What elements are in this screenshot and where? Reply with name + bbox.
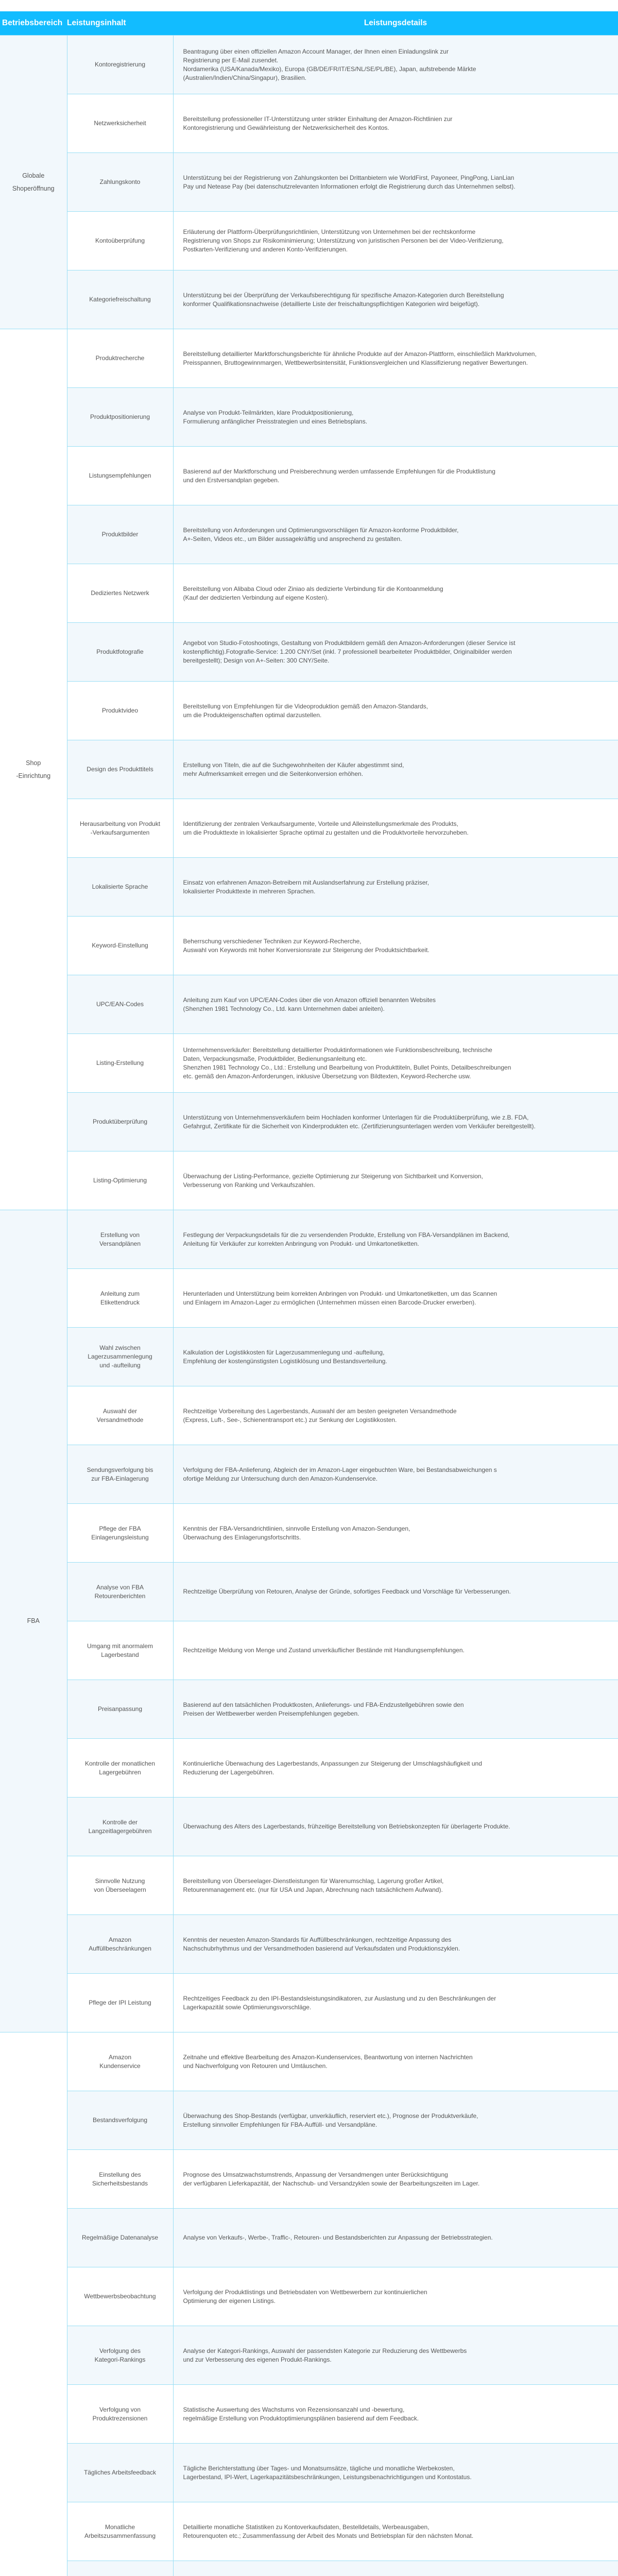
service-item-name: Sinnvolle Nutzung von Überseelagern	[94, 1877, 146, 1893]
service-item-cell	[67, 623, 173, 682]
service-detail: Einsatz von erfahrenen Amazon-Betreibern mit Auslandserfahrung zur Erstellung präziser, lokalisierter Produkttexte in mehreren Sprachen.	[173, 858, 618, 917]
service-detail: Unternehmensverkäufer: Bereitstellung detaillierter Produktinformationen wie Funktionsbeschreibung, technische Daten, Verpackungsmaße, Produktbilder, Bedienungsanleitung etc. Shenzhen 1981 Technology Co., Ltd.: Erstellung und Bearbeitung von Produkttiteln, Bullet Points, Detailbeschreibungen etc. gemäß den Amazon-Anforderungen, inklusive Übersetzung von Bildtexten, Keyword-Recherche usw.	[173, 1034, 618, 1093]
service-table	[0, 11, 618, 2576]
service-item-cell	[67, 505, 173, 564]
service-item-name: Pflege der IPI Leistung	[89, 1999, 151, 2006]
table-row	[0, 388, 618, 447]
service-item-cell	[67, 2502, 173, 2561]
table-row	[0, 799, 618, 858]
service-item-cell	[67, 2267, 173, 2326]
service-item-cell	[67, 1856, 173, 1915]
service-detail: Überwachung des Shop-Bestands (verfügbar, unverkäuflich, reserviert etc.), Prognose der Produktverkäufe, Erstellung sinnvoller Empfehlungen für FBA-Auffüll- und Versandpläne.	[173, 2091, 618, 2150]
service-item-name: UPC/EAN-Codes	[96, 1001, 144, 1008]
service-item-name: Wettbewerbsbeobachtung	[84, 2293, 156, 2300]
table-row	[0, 1504, 618, 1563]
table-row	[0, 1915, 618, 1974]
service-item-cell	[67, 740, 173, 799]
service-detail: Verfolgung der Produktlistings und Betriebsdaten von Wettbewerbern zur kontinuierlichen Optimierung der eigenen Listings.	[173, 2267, 618, 2326]
service-item-name: Herausarbeitung von Produkt -Verkaufsargumenten	[80, 820, 160, 836]
table-row	[0, 858, 618, 917]
service-detail: Anleitung zum Kauf von UPC/EAN-Codes über die von Amazon offiziell benannten Websites (Shenzhen 1981 Technology Co., Ltd. kann Unternehmen dabei anleiten).	[173, 975, 618, 1034]
service-item-cell	[67, 682, 173, 740]
table-row	[0, 329, 618, 388]
table-row	[0, 1269, 618, 1328]
service-item-cell	[67, 270, 173, 329]
service-item-cell	[67, 1328, 173, 1386]
table-row	[0, 1621, 618, 1680]
service-detail: Bereitstellung von Alibaba Cloud oder Ziniao als dedizierte Verbindung für die Kontoanmeldung (Kauf der dedizierten Verbindung auf eigene Kosten).	[173, 564, 618, 623]
service-item-name: Produktbilder	[102, 531, 139, 538]
table-row	[0, 564, 618, 623]
service-detail: Analyse von Verkaufs-, Werbe-, Traffic-, Retouren- und Bestandsberichten zur Anpassung der Betriebsstrategien.	[173, 2209, 618, 2267]
service-item-cell	[67, 799, 173, 858]
service-item-name: Anleitung zum Etikettendruck	[100, 1290, 140, 1306]
service-item-name: Design des Produkttitels	[87, 766, 153, 773]
table-header	[0, 11, 618, 36]
service-item-name: Sendungsverfolgung bis zur FBA-Einlagerung	[87, 1466, 153, 1482]
service-detail: Basierend auf den tatsächlichen Produktkosten, Anlieferungs- und FBA-Endzustellgebühren sowie den Preisen der Wettbewerber werden Preisempfehlungen gegeben.	[173, 1680, 618, 1739]
service-item-name: Keyword-Einstellung	[92, 942, 148, 949]
service-detail: Beantragung über einen offiziellen Amazon Account Manager, der Ihnen einen Einladungslink zur Registrierung per E-Mail zusendet. Nordamerika (USA/Kanada/Mexiko), Europa (GB/DE/FR/IT/ES/NL/SE/PL/BE), Japan, aufstrebende Märkte (Australien/Indien/China/Singapur), Brasilien.	[173, 36, 618, 94]
service-item-cell	[67, 975, 173, 1034]
table-row	[0, 2502, 618, 2561]
service-detail: Beherrschung verschiedener Techniken zur Keyword-Recherche, Auswahl von Keywords mit hoher Konversionsrate zur Steigerung der Produktsichtbarkeit.	[173, 917, 618, 975]
service-item-cell	[67, 2032, 173, 2091]
service-item-cell	[67, 36, 173, 94]
service-item-cell	[67, 1386, 173, 1445]
table-row	[0, 1328, 618, 1386]
service-item-name: Umgang mit anormalem Lagerbestand	[87, 1642, 153, 1658]
table-row	[0, 1386, 618, 1445]
service-detail: Herunterladen und Unterstützung beim korrekten Anbringen von Produkt- und Umkartonetiketten, um das Scannen und Einlagern im Amazon-Lager zu ermöglichen (Unternehmen müssen einen Barcode-Drucker erwerben).	[173, 1269, 618, 1328]
table-row	[0, 2385, 618, 2444]
service-item-name: Monatliche Arbeitszusammenfassung	[84, 2523, 156, 2539]
table-row	[0, 917, 618, 975]
table-row	[0, 1974, 618, 2032]
service-detail	[173, 2561, 618, 2576]
service-detail: Überwachung der Listing-Performance, gezielte Optimierung zur Steigerung von Sichtbarkeit und Konversion, Verbesserung von Ranking und Verkaufszahlen.	[173, 1151, 618, 1210]
service-detail: Analyse von Produkt-Teilmärkten, klare Produktpositionierung, Formulierung anfänglicher Preisstrategien und eines Betriebsplans.	[173, 388, 618, 447]
table-row	[0, 1739, 618, 1798]
service-detail: Tägliche Berichterstattung über Tages- und Monatsumsätze, tägliche und monatliche Werbekosten, Lagerbestand, IPI-Wert, Lagerkapazitätsbeschränkungen, Leistungsbenachrichtigungen und Kontostatus.	[173, 2444, 618, 2502]
group-name: Globale Shoperöffnung	[12, 172, 55, 192]
table-row	[0, 2267, 618, 2326]
service-item-cell	[67, 1621, 173, 1680]
service-detail: Bereitstellung von Überseelager-Dienstleistungen für Warenumschlag, Lagerung großer Artikel, Retourenmanagement etc. (nur für USA und Japan, Abrechnung nach tatsächlichem Aufwand).	[173, 1856, 618, 1915]
table-row	[0, 1563, 618, 1621]
service-item-cell	[67, 1915, 173, 1974]
service-item-name: Produktrecherche	[96, 354, 145, 362]
service-item-cell	[67, 1680, 173, 1739]
service-item-name: Wahl zwischen Lagerzusammenlegung und -aufteilung	[88, 1344, 152, 1369]
table-row	[0, 212, 618, 270]
service-detail: Kalkulation der Logistikkosten für Lagerzusammenlegung und -aufteilung, Empfehlung der kostengünstigsten Logistiklösung und Bestandsverteilung.	[173, 1328, 618, 1386]
service-detail: Unterstützung bei der Überprüfung der Verkaufsberechtigung für spezifische Amazon-Kategorien durch Bereitstellung konformer Qualifikationsnachweise (detaillierte Liste der freischaltungspflichtigen Kategorien wird beigefügt).	[173, 270, 618, 329]
service-item-name: Netzwerksicherheit	[94, 120, 146, 127]
table-row	[0, 1856, 618, 1915]
service-item-name: Listungsempfehlungen	[89, 472, 151, 479]
service-item-name: Kontoregistrierung	[95, 61, 145, 68]
service-item-name: Preisanpassung	[98, 1705, 142, 1713]
service-item-name: Amazon Kundenservice	[99, 2054, 140, 2070]
service-detail: Basierend auf der Marktforschung und Preisberechnung werden umfassende Empfehlungen für die Produktlistung und den Erstversandplan gegeben.	[173, 447, 618, 505]
service-item-cell	[67, 2150, 173, 2209]
service-detail: Bereitstellung von Empfehlungen für die Videoproduktion gemäß den Amazon-Standards, um die Produkteigenschaften optimal darzustellen.	[173, 682, 618, 740]
service-item-name: Amazon Auffüllbeschränkungen	[89, 1936, 151, 1952]
service-item-name: Listing-Optimierung	[93, 1177, 147, 1184]
service-item-cell	[67, 1210, 173, 1269]
group-cell	[0, 2032, 67, 2576]
service-item-cell	[67, 564, 173, 623]
service-detail: Rechtzeitiges Feedback zu den IPI-Bestandsleistungsindikatoren, zur Auslastung und zu den Beschränkungen der Lagerkapazität sowie Optimierungsvorschläge.	[173, 1974, 618, 2032]
service-detail: Kenntnis der FBA-Versandrichtlinien, sinnvolle Erstellung von Amazon-Sendungen, Überwachung des Einlagerungsfortschritts.	[173, 1504, 618, 1563]
service-item-name: Einstellung des Sicherheitsbestands	[92, 2171, 148, 2187]
service-item-name: Kontoüberprüfung	[95, 237, 145, 244]
service-item-cell	[67, 2561, 173, 2576]
service-detail: Rechtzeitige Überprüfung von Retouren, Analyse der Gründe, sofortiges Feedback und Vorschläge für Verbesserungen.	[173, 1563, 618, 1621]
service-detail: Unterstützung bei der Registrierung von Zahlungskonten bei Drittanbietern wie WorldFirst, Payoneer, PingPong, LianLian Pay und Netease Pay (bei datenschutzrelevanten Informationen erfolgt die Registrierung durch das Unternehmen selbst).	[173, 153, 618, 212]
service-detail: Kenntnis der neuesten Amazon-Standards für Auffüllbeschränkungen, rechtzeitige Anpassung des Nachschubrhythmus und der Versandmethoden basierend auf Verkaufsdaten und Produktionszyklen.	[173, 1915, 618, 1974]
table-row	[0, 505, 618, 564]
service-item-cell	[67, 329, 173, 388]
service-detail: Erstellung von Titeln, die auf die Suchgewohnheiten der Käufer abgestimmt sind, mehr Aufmerksamkeit erregen und die Seitenkonversion erhöhen.	[173, 740, 618, 799]
service-item-name: Tägliches Arbeitsfeedback	[84, 2469, 156, 2476]
service-detail: Prognose des Umsatzwachstumstrends, Anpassung der Versandmengen unter Berücksichtigung der verfügbaren Lieferkapazität, der Nachschub- und Versandzyklen sowie der Bearbeitungszeiten im Lager.	[173, 2150, 618, 2209]
table-row	[0, 2091, 618, 2150]
service-item-name: Produktfotografie	[96, 648, 143, 655]
service-item-cell	[67, 1269, 173, 1328]
service-item-cell	[67, 388, 173, 447]
service-detail: Kontinuierliche Überwachung des Lagerbestands, Anpassungen zur Steigerung der Umschlagshäufigkeit und Reduzierung der Lagergebühren.	[173, 1739, 618, 1798]
header-leistungsinhalt: Leistungsinhalt	[67, 11, 173, 36]
group-cell	[0, 1210, 67, 2032]
service-detail: Identifizierung der zentralen Verkaufsargumente, Vorteile und Alleinstellungsmerkmale des Produkts, um die Produkttexte in lokalisierter Sprache optimal zu gestalten und die Produktvorteile hervorzuheben.	[173, 799, 618, 858]
service-item-cell	[67, 2385, 173, 2444]
table-row	[0, 740, 618, 799]
service-item-name: Verfolgung des Kategori-Rankings	[95, 2347, 146, 2363]
table-body	[0, 36, 618, 2576]
service-detail: Unterstützung von Unternehmensverkäufern beim Hochladen konformer Unterlagen für die Produktüberprüfung, wie z.B. FDA, Gefahrgut, Zertifikate für die Sicherheit von Kinderprodukten etc. (Zertifizierungsunterlagen werden vom Verkäufer bereitgestellt).	[173, 1093, 618, 1151]
table-row	[0, 1445, 618, 1504]
service-item-name: Produktpositionierung	[90, 413, 150, 420]
service-item-cell	[67, 2209, 173, 2267]
service-item-name: Kategoriefreischaltung	[89, 296, 150, 303]
service-item-cell	[67, 153, 173, 212]
table-row	[0, 2444, 618, 2502]
service-item-name: Lokalisierte Sprache	[92, 883, 148, 890]
table-row	[0, 153, 618, 212]
service-detail: Analyse der Kategori-Rankings, Auswahl der passendsten Kategorie zur Reduzierung des Wettbewerbs und zur Verbesserung des eigenen Produkt-Rankings.	[173, 2326, 618, 2385]
service-item-name: Auswahl der Versandmethode	[97, 1408, 144, 1423]
service-item-name: Regelmäßige Datenanalyse	[82, 2234, 158, 2241]
table-row	[0, 2209, 618, 2267]
service-item-name: Kontrolle der monatlichen Lagergebühren	[85, 1760, 155, 1776]
service-detail: Bereitstellung detaillierter Marktforschungsberichte für ähnliche Produkte auf der Amazon-Plattform, einschließlich Marktvolumen, Preisspannen, Bruttogewinnmargen, Wettbewerbsintensität, Funktionsvergleichen und Klassifizierung negativer Bewertungen.	[173, 329, 618, 388]
table-row	[0, 623, 618, 682]
service-detail: Rechtzeitige Vorbereitung des Lagerbestands, Auswahl der am besten geeigneten Versandmethode (Express, Luft-, See-, Schienentransport etc.) zur Senkung der Logistikkosten.	[173, 1386, 618, 1445]
service-detail: Angebot von Studio-Fotoshootings, Gestaltung von Produktbildern gemäß den Amazon-Anforderungen (dieser Service ist kostenpflichtig).Fotografie-Service: 1.200 CNY/Set (inkl. 7 professionell bearbeiteter Produktbilder, Originalbilder werden bereitgestellt); Design von A+-Seiten: 300 CNY/Seite.	[173, 623, 618, 682]
service-item-cell	[67, 1798, 173, 1856]
header-betriebsbereich: Betriebsbereich	[0, 11, 67, 36]
table-row	[0, 447, 618, 505]
service-item-name: Pflege der FBA Einlagerungsleistung	[91, 1525, 148, 1541]
table-row	[0, 2561, 618, 2576]
table-row	[0, 682, 618, 740]
service-detail: Detaillierte monatliche Statistiken zu Kontoverkaufsdaten, Bestelldetails, Werbeausgaben, Retourenquoten etc.; Zusammenfassung der Arbeit des Monats und Betriebsplan für den nächsten Monat.	[173, 2502, 618, 2561]
service-item-name: Erstellung von Versandplänen	[99, 1231, 141, 1247]
table-row	[0, 270, 618, 329]
table-row	[0, 1034, 618, 1093]
service-item-cell	[67, 858, 173, 917]
service-item-cell	[67, 1151, 173, 1210]
header-leistungsdetails: Leistungsdetails	[173, 11, 618, 36]
service-detail: Zeitnahe und effektive Bearbeitung des Amazon-Kundenservices, Beantwortung von internen Nachrichten und Nachverfolgung von Retouren und Umtäuschen.	[173, 2032, 618, 2091]
service-item-name: Bestandsverfolgung	[93, 2116, 147, 2124]
service-item-name: Produktüberprüfung	[93, 1118, 147, 1125]
service-item-name: Kontrolle der Langzeitlagergebühren	[89, 1819, 152, 1835]
service-detail: Festlegung der Verpackungsdetails für die zu versendenden Produkte, Erstellung von FBA-Versandplänen im Backend, Anleitung für Verkäufer zur korrekten Anbringung von Produkt- und Umkartonetiketten.	[173, 1210, 618, 1269]
service-item-cell	[67, 1034, 173, 1093]
service-item-name: Verfolgung von Produktrezensionen	[93, 2406, 148, 2422]
table-row	[0, 94, 618, 153]
table-row	[0, 1151, 618, 1210]
service-item-cell	[67, 447, 173, 505]
service-item-cell	[67, 2091, 173, 2150]
table-row	[0, 2150, 618, 2209]
service-detail: Überwachung des Alters des Lagerbestands, frühzeitige Bereitstellung von Betriebskonzepten für überlagerte Produkte.	[173, 1798, 618, 1856]
service-item-cell	[67, 917, 173, 975]
service-item-cell	[67, 1974, 173, 2032]
service-item-cell	[67, 212, 173, 270]
service-item-name: Analyse von FBA Retourenberichten	[95, 1584, 146, 1600]
table-row	[0, 2032, 618, 2091]
table-row	[0, 975, 618, 1034]
service-item-cell	[67, 1504, 173, 1563]
service-detail: Statistische Auswertung des Wachstums von Rezensionsanzahl und -bewertung, regelmäßige Erstellung von Produktoptimierungsplänen basierend auf dem Feedback.	[173, 2385, 618, 2444]
table-row	[0, 36, 618, 94]
service-item-cell	[67, 1739, 173, 1798]
table-row	[0, 1093, 618, 1151]
table-row	[0, 1210, 618, 1269]
group-cell	[0, 329, 67, 1210]
service-detail: Erläuterung der Plattform-Überprüfungsrichtlinien, Unterstützung von Unternehmen bei der rechtskonforme Registrierung von Shops zur Risikominimierung; Unterstützung von juristischen Personen bei der Video-Verifizierung, Postkarten-Verifizierung und anderen Konto-Verifizierungen.	[173, 212, 618, 270]
table-row	[0, 1680, 618, 1739]
service-item-name: Zahlungskonto	[100, 178, 141, 185]
group-cell	[0, 36, 67, 329]
service-item-cell	[67, 1093, 173, 1151]
service-item-cell	[67, 2444, 173, 2502]
group-name: FBA	[27, 1617, 40, 1624]
service-detail: Bereitstellung professioneller IT-Unterstützung unter strikter Einhaltung der Amazon-Richtlinien zur Kontoregistrierung und Gewährleistung der Netzwerksicherheit des Kontos.	[173, 94, 618, 153]
service-item-cell	[67, 1445, 173, 1504]
service-detail: Verfolgung der FBA-Anlieferung, Abgleich der im Amazon-Lager eingebuchten Ware, bei Bestandsabweichungen s ofortige Meldung zur Untersuchung durch den Amazon-Kundenservice.	[173, 1445, 618, 1504]
table-row	[0, 1798, 618, 1856]
service-item-name: Produktvideo	[102, 707, 138, 714]
table-row	[0, 2326, 618, 2385]
service-item-name: Listing-Erstellung	[96, 1059, 144, 1066]
service-item-cell	[67, 1563, 173, 1621]
group-name: Shop -Einrichtung	[16, 759, 50, 779]
service-item-name: Dediziertes Netzwerk	[91, 589, 149, 597]
service-detail: Bereitstellung von Anforderungen und Optimierungsvorschlägen für Amazon-konforme Produktbilder, A+-Seiten, Videos etc., um Bilder aussagekräftig und ansprechend zu gestalten.	[173, 505, 618, 564]
service-detail: Rechtzeitige Meldung von Menge und Zustand unverkäuflicher Bestände mit Handlungsempfehlungen.	[173, 1621, 618, 1680]
service-item-cell	[67, 94, 173, 153]
service-item-cell	[67, 2326, 173, 2385]
